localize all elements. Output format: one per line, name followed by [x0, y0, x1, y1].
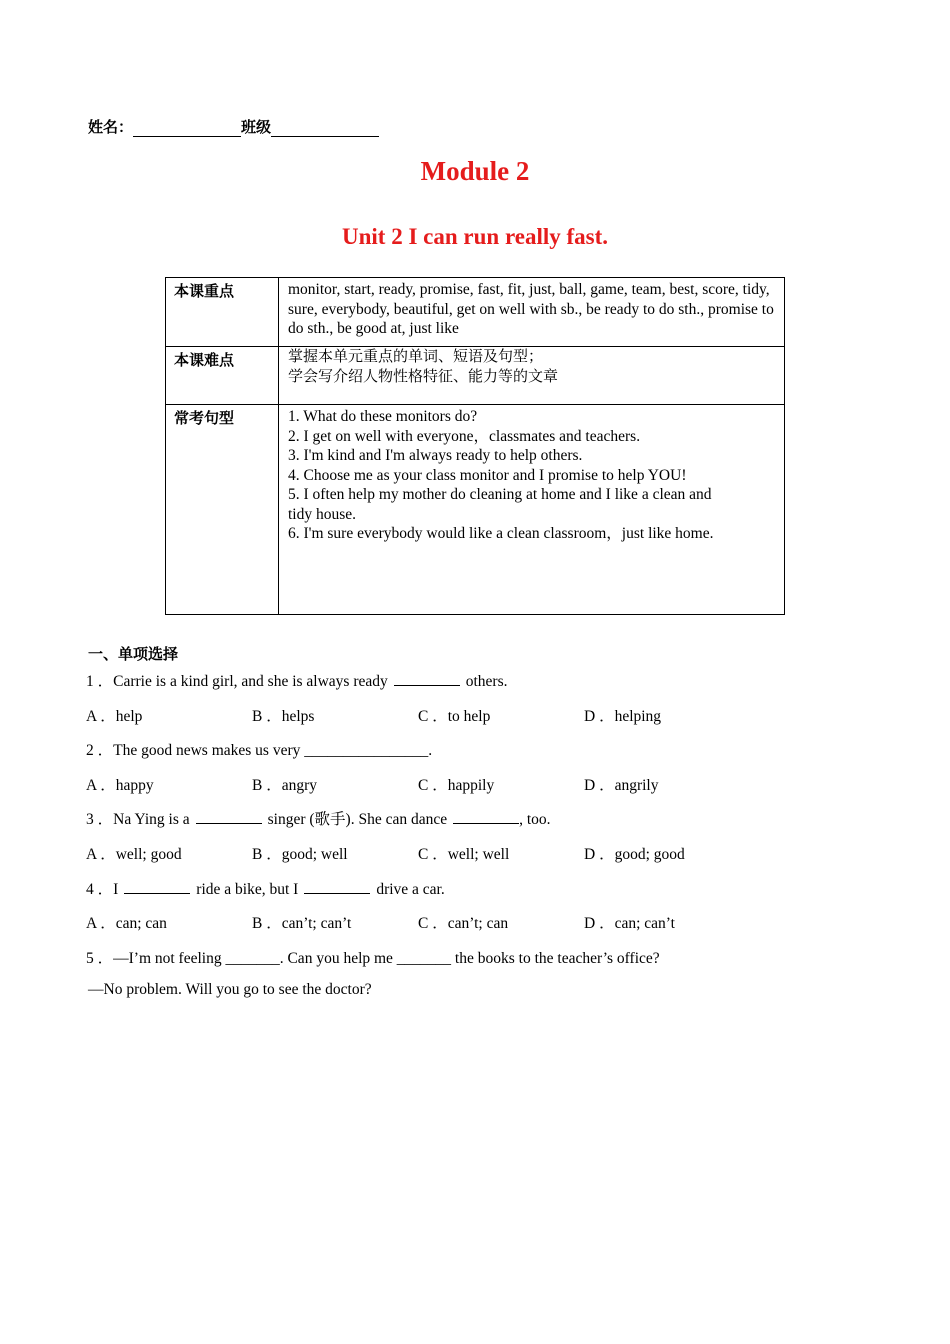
pattern-line: 2. I get on well with everyone，classmates and teachers. [288, 427, 641, 445]
difficult-points-content [279, 347, 785, 405]
table-row [166, 278, 785, 347]
answer-blank[interactable] [124, 879, 190, 894]
question-text: others. [465, 673, 508, 690]
answer-blank[interactable] [196, 809, 262, 824]
lesson-summary-table [165, 277, 785, 615]
name-blank[interactable] [133, 118, 241, 137]
section-title: 一、单项选择 [88, 645, 179, 663]
pattern-line: 5. I often help my mother do cleaning at home and I like a clean and [288, 486, 712, 503]
difficult-points-label: 本课难点 [166, 347, 279, 405]
answer-blank[interactable] [453, 809, 519, 824]
common-patterns-label: 常考句型 [166, 405, 279, 615]
pattern-line: tidy house. [288, 505, 357, 523]
question-text: ride a bike, but I [196, 881, 299, 898]
question-text: 4 ．I [86, 881, 119, 898]
module-title: Module 2 [420, 156, 530, 186]
option-b[interactable]: B ．helps [252, 708, 315, 725]
option-c[interactable]: C ．can’t; can [418, 915, 509, 932]
class-label: 班级 [241, 118, 272, 136]
question-text: 3 ．Na Ying is a [86, 811, 190, 828]
option-c[interactable]: C ．well; well [418, 846, 510, 863]
question-text: singer (歌手). She can dance [267, 811, 448, 828]
key-points-content [279, 278, 785, 347]
question-text: 1 ．Carrie is a kind girl, and she is always ready [86, 673, 388, 690]
table-row [166, 347, 785, 405]
key-points-text: monitor, start, ready, promise, fast, fit, just, ball, game, team, best, score, tidy, sure, everybody, beautiful, get on well with sb., be ready to do sth., promise to do sth., be good at, just like [288, 281, 774, 337]
answer-blank[interactable] [394, 671, 460, 686]
student-info-header [88, 116, 379, 137]
question-text: , too. [519, 811, 551, 828]
option-b[interactable]: B ．angry [252, 777, 318, 794]
option-d[interactable]: D ．can; can’t [584, 915, 675, 932]
option-c[interactable]: C ．to help [418, 708, 491, 725]
option-b[interactable]: B ．good; well [252, 846, 348, 863]
class-blank[interactable] [271, 118, 379, 137]
pattern-line: 6. I'm sure everybody would like a clean classroom，just like home. [288, 525, 714, 542]
option-a[interactable]: A ．can; can [86, 915, 167, 932]
question-5-reply: —No problem. Will you go to see the doctor? [88, 981, 372, 998]
key-points-label: 本课重点 [166, 278, 279, 347]
option-a[interactable]: A ．help [86, 708, 143, 725]
difficult-point: 学会写介绍人物性格特征、能力等的文章 [288, 366, 559, 385]
question-4 [86, 877, 445, 899]
pattern-line: 4. Choose me as your class monitor and I promise to help YOU! [288, 466, 687, 484]
question-1 [86, 669, 508, 691]
option-d[interactable]: D ．helping [584, 708, 662, 725]
common-patterns-content [279, 405, 785, 615]
unit-title: Unit 2 I can run really fast. [342, 224, 608, 249]
question-3 [86, 807, 551, 829]
question-text: 2 ．The good news makes us very ________________. [86, 742, 433, 759]
question-text: drive a car. [376, 881, 445, 898]
pattern-line: 3. I'm kind and I'm always ready to help others. [288, 447, 583, 464]
table-row [166, 405, 785, 615]
option-c[interactable]: C ．happily [418, 777, 495, 794]
option-a[interactable]: A ．well; good [86, 846, 182, 863]
option-d[interactable]: D ．angrily [584, 777, 659, 794]
pattern-line: 1. What do these monitors do? [288, 408, 478, 425]
option-a[interactable]: A ．happy [86, 777, 154, 794]
difficult-point: 掌握本单元重点的单词、短语及句型； [288, 347, 544, 365]
option-b[interactable]: B ．can’t; can’t [252, 915, 352, 932]
question-2 [86, 738, 432, 760]
answer-blank[interactable] [304, 879, 370, 894]
question-5 [86, 946, 660, 968]
question-text: 5 ．—I’m not feeling _______. Can you help me _______ the books to the teacher’s office? [86, 950, 660, 967]
option-d[interactable]: D ．good; good [584, 846, 685, 863]
name-label: 姓名： [88, 118, 134, 136]
